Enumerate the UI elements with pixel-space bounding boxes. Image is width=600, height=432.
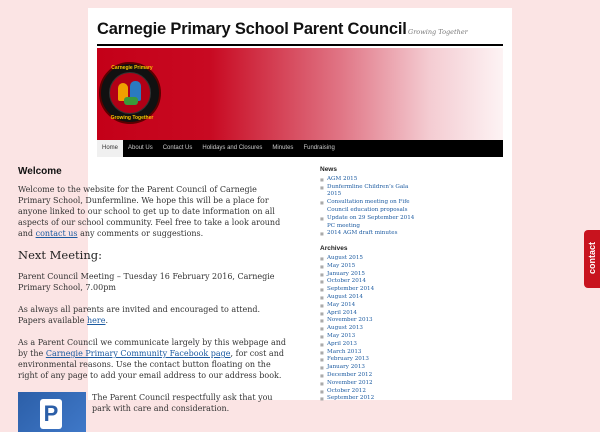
archive-item — [320, 356, 416, 364]
archive-item — [320, 310, 416, 318]
archive-item — [320, 388, 416, 396]
archive-item — [320, 364, 416, 372]
news-link[interactable]: Consultation meeting on Fife Council education proposals — [327, 199, 410, 213]
logo-text-top: Carnegie Primary — [111, 65, 153, 71]
archive-item — [320, 333, 416, 341]
news-link[interactable]: Update on 29 September 2014 PC meeting — [327, 214, 415, 229]
archive-item — [320, 317, 416, 325]
page-title: Welcome — [18, 166, 62, 177]
archive-link[interactable]: August 2015 — [327, 254, 363, 261]
nav-minutes[interactable]: Minutes — [272, 145, 294, 151]
archive-link[interactable]: February 2013 — [327, 356, 369, 363]
archive-link[interactable]: October 2014 — [327, 278, 366, 285]
archive-link[interactable]: May 2015 — [327, 262, 356, 269]
header-banner — [97, 48, 503, 140]
news-list — [320, 176, 416, 238]
archive-link[interactable]: March 2013 — [327, 348, 362, 355]
archives-heading: Archives — [320, 245, 348, 253]
papers-link[interactable]: here — [87, 316, 106, 325]
archives-list — [320, 255, 416, 403]
nav-home[interactable]: Home — [97, 140, 123, 157]
archive-item — [320, 395, 416, 403]
archive-item — [320, 271, 416, 279]
nav-fundraising[interactable]: Fundraising — [303, 145, 335, 151]
archive-item — [320, 294, 416, 302]
archive-link[interactable]: April 2014 — [327, 309, 357, 316]
sidebar — [320, 166, 416, 410]
communication-text: As a Parent Council we communicate largely by this webpage and by the — [18, 338, 287, 358]
communication-text-end: , for cost and environmental reasons. Use the contact button floating on the right of any page to add your email address to our address book. — [18, 349, 284, 380]
meeting-details: Parent Council Meeting – Tuesday 16 February 2016, Carnegie Primary School, 7.00pm — [18, 272, 275, 292]
papers-text-end: . — [105, 316, 109, 325]
intro-paragraph — [18, 184, 288, 239]
contact-us-link[interactable]: contact us — [35, 229, 78, 238]
contact-button-label: contact — [587, 242, 597, 275]
news-item — [320, 215, 416, 231]
archive-link[interactable]: May 2013 — [327, 332, 356, 339]
archive-link[interactable]: May 2014 — [327, 301, 356, 308]
archive-link[interactable]: August 2014 — [327, 293, 363, 300]
news-link[interactable]: Dunfermline Children’s Gala 2015 — [327, 183, 409, 198]
news-item — [320, 176, 416, 184]
main-navigation — [97, 140, 503, 157]
archive-link[interactable]: December 2012 — [327, 371, 373, 378]
archive-item — [320, 372, 416, 380]
school-logo — [99, 62, 161, 124]
news-item — [320, 184, 416, 200]
archive-link[interactable]: September 2012 — [327, 395, 375, 402]
nav-holidays-closures[interactable]: Holidays and Closures — [202, 145, 263, 151]
communication-paragraph — [18, 337, 288, 381]
archive-link[interactable]: January 2013 — [327, 364, 365, 371]
site-description: Growing Together — [408, 28, 468, 36]
parking-icon: P — [40, 399, 62, 429]
parking-text: The Parent Council respectfully ask that you park with care and consideration. — [92, 393, 273, 413]
header-rule — [97, 44, 503, 46]
archive-item — [320, 349, 416, 357]
nav-contact-us[interactable]: Contact Us — [162, 145, 193, 151]
logo-text-bottom: Growing Together — [110, 115, 154, 121]
logo-ground-icon — [124, 97, 138, 105]
archive-item — [320, 380, 416, 388]
main-content — [18, 166, 288, 432]
archive-link[interactable]: September 2014 — [327, 286, 375, 293]
archive-item — [320, 325, 416, 333]
news-item — [320, 230, 416, 238]
nav-about-us[interactable]: About Us — [128, 145, 153, 151]
archive-link[interactable]: April 2013 — [327, 340, 357, 347]
intro-text: Welcome to the website for the Parent Council of Carnegie Primary School, Dunfermline. We hope this will be a place for anyone linked to our school to get up to date information on all aspects of our school community. Feel free to take a look around and — [18, 185, 281, 238]
news-link[interactable]: AGM 2015 — [327, 175, 358, 182]
archive-link[interactable]: November 2013 — [327, 317, 373, 324]
logo-emblem — [109, 72, 151, 114]
archive-link[interactable]: October 2012 — [327, 387, 366, 394]
papers-paragraph — [18, 304, 288, 326]
archive-link[interactable]: August 2013 — [327, 325, 363, 332]
news-item — [320, 199, 416, 215]
next-meeting-heading: Next Meeting: — [18, 248, 102, 262]
papers-text: As always all parents are invited and encouraged to attend. Papers available — [18, 305, 261, 325]
parking-notice — [18, 392, 288, 432]
intro-text-end: any comments or suggestions. — [77, 229, 204, 238]
archive-item — [320, 278, 416, 286]
archive-item — [320, 286, 416, 294]
news-heading: News — [320, 166, 337, 173]
archive-item — [320, 341, 416, 349]
archive-link[interactable]: November 2012 — [327, 379, 373, 386]
archive-item — [320, 263, 416, 271]
facebook-page-link[interactable]: Carnegie Primary Community Facebook page — [45, 349, 231, 358]
archive-link[interactable]: January 2015 — [327, 270, 365, 277]
floating-contact-button[interactable] — [584, 230, 600, 288]
archive-item — [320, 302, 416, 310]
site-title[interactable]: Carnegie Primary School Parent Council — [97, 20, 407, 38]
news-link[interactable]: 2014 AGM draft minutes — [327, 230, 398, 237]
parking-sign-image — [18, 392, 86, 432]
archive-item — [320, 255, 416, 263]
